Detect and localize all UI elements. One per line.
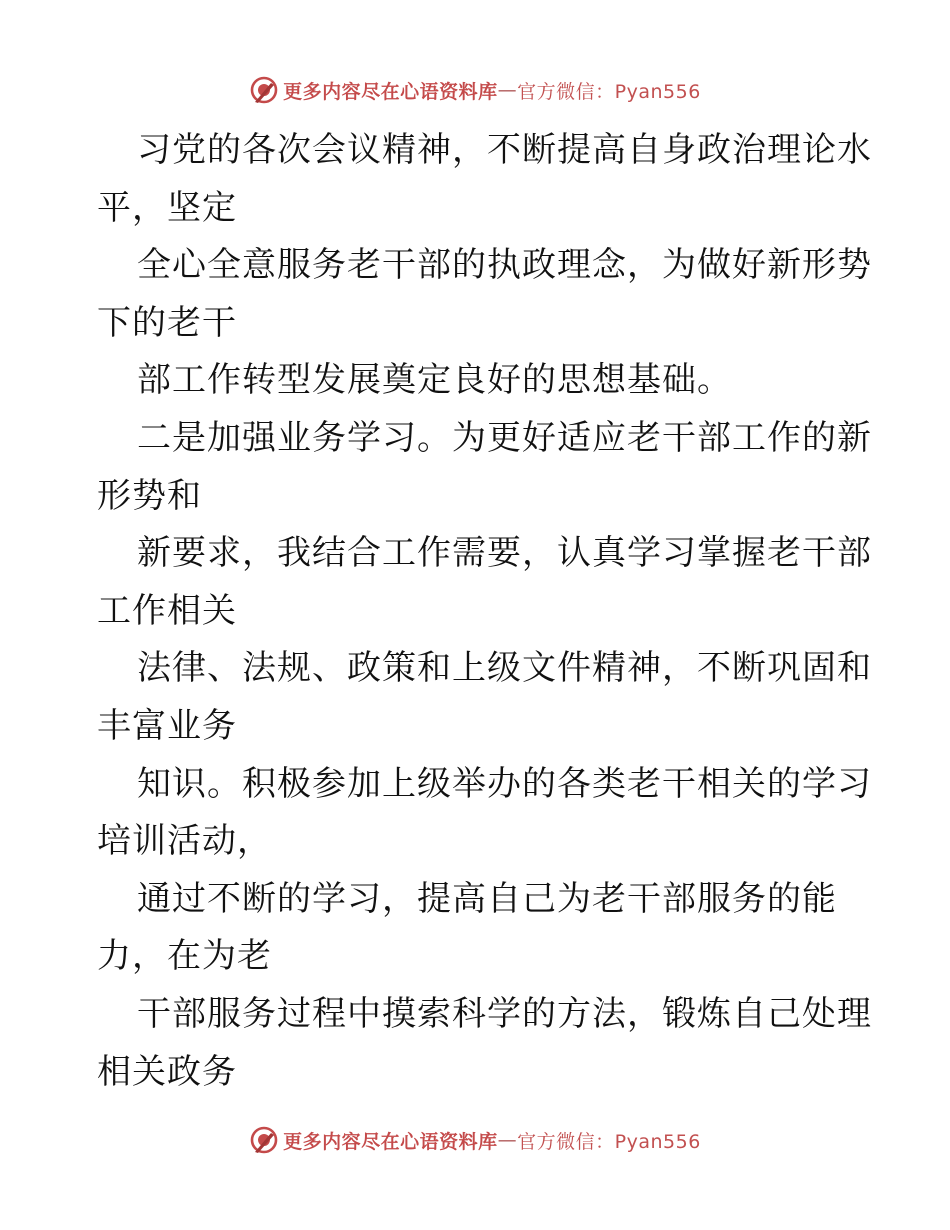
banner-contact-text: 官方微信：Pyan556 xyxy=(517,80,701,103)
body-line: 力，在为老 xyxy=(97,936,272,977)
body-line: 培训活动， xyxy=(97,821,272,862)
body-line: 新要求，我结合工作需要，认真学习掌握老干部 xyxy=(137,533,872,574)
document-body xyxy=(97,122,872,1101)
body-line: 相关政务 xyxy=(97,1051,237,1092)
banner-separator: — xyxy=(497,79,518,101)
banner-contact-text: 官方微信：Pyan556 xyxy=(517,1130,701,1153)
body-line: 习党的各次会议精神，不断提高自身政治理论水 xyxy=(137,130,872,170)
body-line: 法律、法规、政策和上级文件精神，不断巩固和 xyxy=(137,648,872,689)
body-line: 形势和 xyxy=(97,475,202,516)
body-line: 二是加强业务学习。为更好适应老干部工作的新 xyxy=(137,417,872,458)
banner-separator: — xyxy=(497,1129,518,1151)
body-line: 平，坚定 xyxy=(97,187,237,228)
body-line: 下的老干 xyxy=(97,302,237,343)
body-line: 干部服务过程中摸索科学的方法，锻炼自己处理 xyxy=(137,993,872,1034)
banner-main-text: 更多内容尽在心语资料库 xyxy=(283,1130,498,1153)
body-line: 部工作转型发展奠定良好的思想基础。 xyxy=(137,360,732,401)
quill-circle-logo-icon xyxy=(249,75,279,105)
body-line: 全心全意服务老干部的执政理念，为做好新形势 xyxy=(137,245,872,286)
footer-banner xyxy=(0,1120,950,1160)
body-line: 知识。积极参加上级举办的各类老干相关的学习 xyxy=(137,763,872,804)
body-line: 丰富业务 xyxy=(97,705,237,746)
banner-main-text: 更多内容尽在心语资料库 xyxy=(283,80,498,103)
body-line: 工作相关 xyxy=(97,590,237,631)
body-line: 通过不断的学习，提高自己为老干部服务的能 xyxy=(137,878,837,919)
quill-circle-logo-icon xyxy=(249,1125,279,1155)
header-banner xyxy=(0,70,950,110)
